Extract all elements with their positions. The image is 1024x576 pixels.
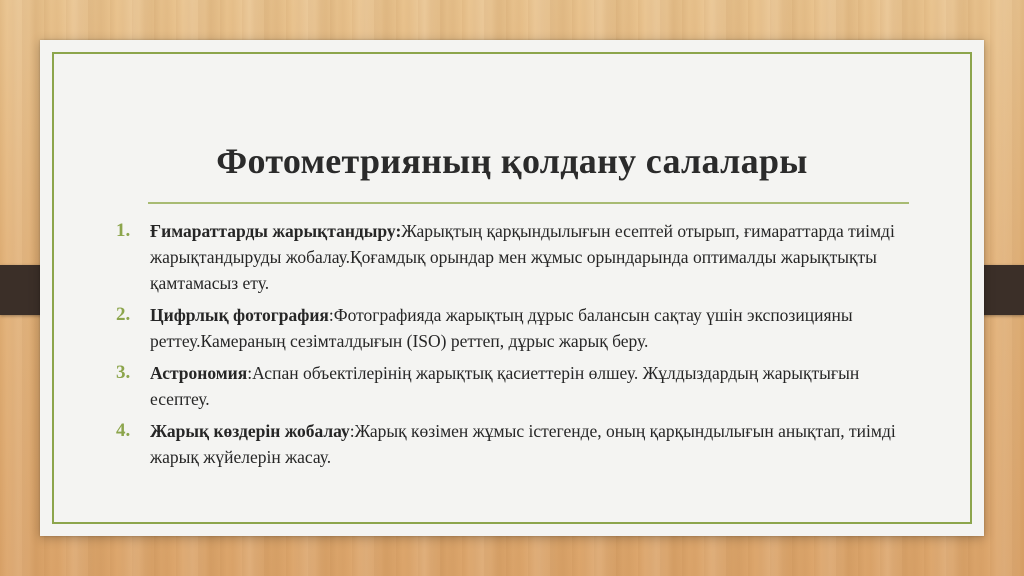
slide-card xyxy=(40,40,984,536)
slide-title: Фотометрияның қолдану салалары xyxy=(216,141,808,181)
list-item-text: Аспан объектілерінің жарықтық қасиеттерін өлшеу. Жұлдыздардың жарықтығын есептеу. xyxy=(150,363,860,409)
list-item xyxy=(116,218,906,296)
applications-list xyxy=(116,218,906,476)
list-item-term: Жарық көздерін жобалау xyxy=(150,421,350,441)
list-item xyxy=(116,302,906,354)
list-item-term: Цифрлық фотография xyxy=(150,305,329,325)
title-underline xyxy=(148,202,909,204)
list-item-separator: : xyxy=(328,305,334,325)
list-item xyxy=(116,360,906,412)
list-item-separator: : xyxy=(349,421,355,441)
list-item-term: Ғимараттарды жарықтандыру xyxy=(150,221,396,241)
list-item-number: 1. xyxy=(116,220,131,241)
list-item-number: 2. xyxy=(116,304,131,325)
list-item-number: 3. xyxy=(116,362,131,383)
list-item-text: Жарықтың қарқындылығын есептей отырып, ғимараттарда тиімді жарықтандыруды жобалау.Қоғамдық орындар мен жұмыс орындарында оптималды жарықтықты қамтамасыз ету. xyxy=(150,221,895,293)
list-item-text: Фотографияда жарықтың дұрыс балансын сақтау үшін экспозицияны реттеу.Камераның сезімталдығын (ISO) реттеп, дұрыс жарық беру. xyxy=(150,305,853,351)
list-item-separator: : xyxy=(395,221,402,241)
list-item-number: 4. xyxy=(116,420,131,441)
list-item xyxy=(116,418,906,470)
list-item-text: Жарық көзімен жұмыс істегенде, оның қарқындылығын анықтап, тиімді жарық жүйелерін жасау. xyxy=(150,421,896,467)
list-item-term: Астрономия xyxy=(150,363,248,383)
list-item-separator: : xyxy=(247,363,253,383)
